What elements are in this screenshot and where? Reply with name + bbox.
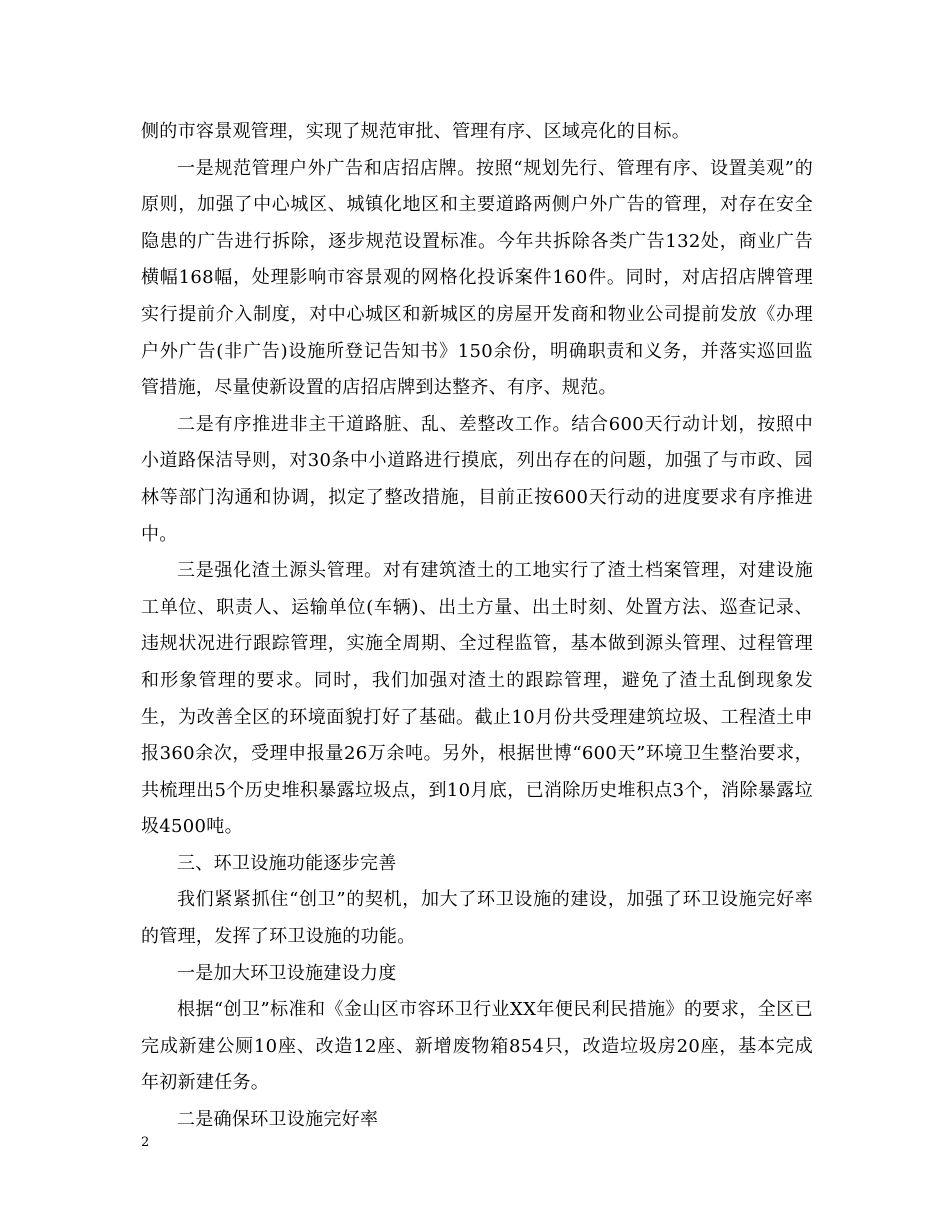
section-heading-3: 三、环卫设施功能逐步完善 [177, 852, 397, 874]
paragraph-3: 二是有序推进非主干道路脏、乱、差整改工作。结合600天行动计划，按照中小道路保洁导则，对30条中小道路进行摸底，列出存在的问题，加强了与市政、园林等部门沟通和协调，拟定了整改措施，目前正按600天行动的进度要求有序推进中。 [141, 413, 813, 545]
document-body [141, 114, 813, 1139]
subheading-1: 一是加大环卫设施建设力度 [177, 962, 397, 984]
paragraph-6: 根据“创卫”标准和《金山区市容环卫行业XX年便民利民措施》的要求，全区已完成新建公厕10座、改造12座、新增废物箱854只，改造垃圾房20座，基本完成年初新建任务。 [141, 999, 814, 1094]
paragraph-1: 侧的市容景观管理，实现了规范审批、管理有序、区域亮化的目标。 [141, 121, 690, 142]
subheading-2: 二是确保环卫设施完好率 [177, 1109, 379, 1131]
paragraph-2: 一是规范管理户外广告和店招店牌。按照“规划先行、管理有序、设置美观”的原则，加强了中心城区、城镇化地区和主要道路两侧户外广告的管理，对存在安全隐患的广告进行拆除，逐步规范设置标准。今年共拆除各类广告132处，商业广告横幅168幅，处理影响市容景观的网格化投诉案件160件。同时，对店招店牌管理实行提前介入制度，对中心城区和新城区的房屋开发商和物业公司提前发放《办理户外广告(非广告)设施所登记告知书》150余份，明确职责和义务，并落实巡回监管措施，尽量使新设置的店招店牌到达整齐、有序、规范。 [141, 157, 813, 399]
page-number: 2 [141, 1135, 150, 1150]
paragraph-5: 我们紧紧抓住“创卫”的契机，加大了环卫设施的建设，加强了环卫设施完好率的管理，发挥了环卫设施的功能。 [141, 889, 813, 948]
paragraph-4: 三是强化渣土源头管理。对有建筑渣土的工地实行了渣土档案管理，对建设施工单位、职责人、运输单位(车辆)、出土方量、出土时刻、处置方法、巡查记录、违规状况进行跟踪管理，实施全周期、全过程监管，基本做到源头管理、过程管理和形象管理的要求。同时，我们加强对渣土的跟踪管理，避免了渣土乱倒现象发生，为改善全区的环境面貌打好了基础。截止10月份共受理建筑垃圾、工程渣土申报360余次，受理申报量26万余吨。另外，根据世博“600天”环境卫生整治要求，共梳理出5个历史堆积暴露垃圾点，到10月底，已消除历史堆积点3个，消除暴露垃圾4500吨。 [141, 560, 813, 838]
